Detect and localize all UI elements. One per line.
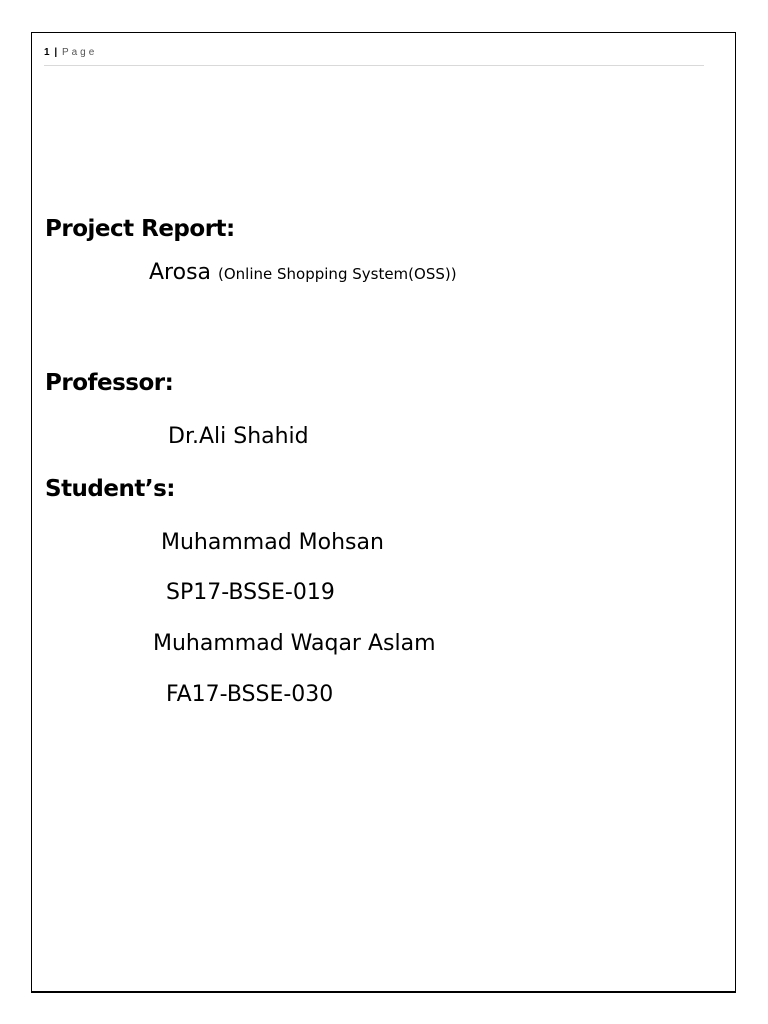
page-separator: | <box>54 47 58 58</box>
page-word: Page <box>61 47 98 58</box>
page-number: 1 <box>44 47 50 58</box>
project-report-heading: Project Report: <box>45 216 235 242</box>
project-name: Arosa <box>149 260 212 285</box>
document-page <box>31 32 736 993</box>
project-description: (Online Shopping System(OSS)) <box>218 265 457 283</box>
student-name: Muhammad Waqar Aslam <box>153 631 436 656</box>
student-id: FA17-BSSE-030 <box>166 682 334 707</box>
page-header <box>44 47 704 66</box>
professor-name: Dr.Ali Shahid <box>168 424 309 449</box>
project-title <box>149 260 457 285</box>
students-heading: Student’s: <box>45 476 175 502</box>
professor-heading: Professor: <box>45 370 174 396</box>
student-id: SP17-BSSE-019 <box>166 580 335 605</box>
student-name: Muhammad Mohsan <box>161 530 384 555</box>
